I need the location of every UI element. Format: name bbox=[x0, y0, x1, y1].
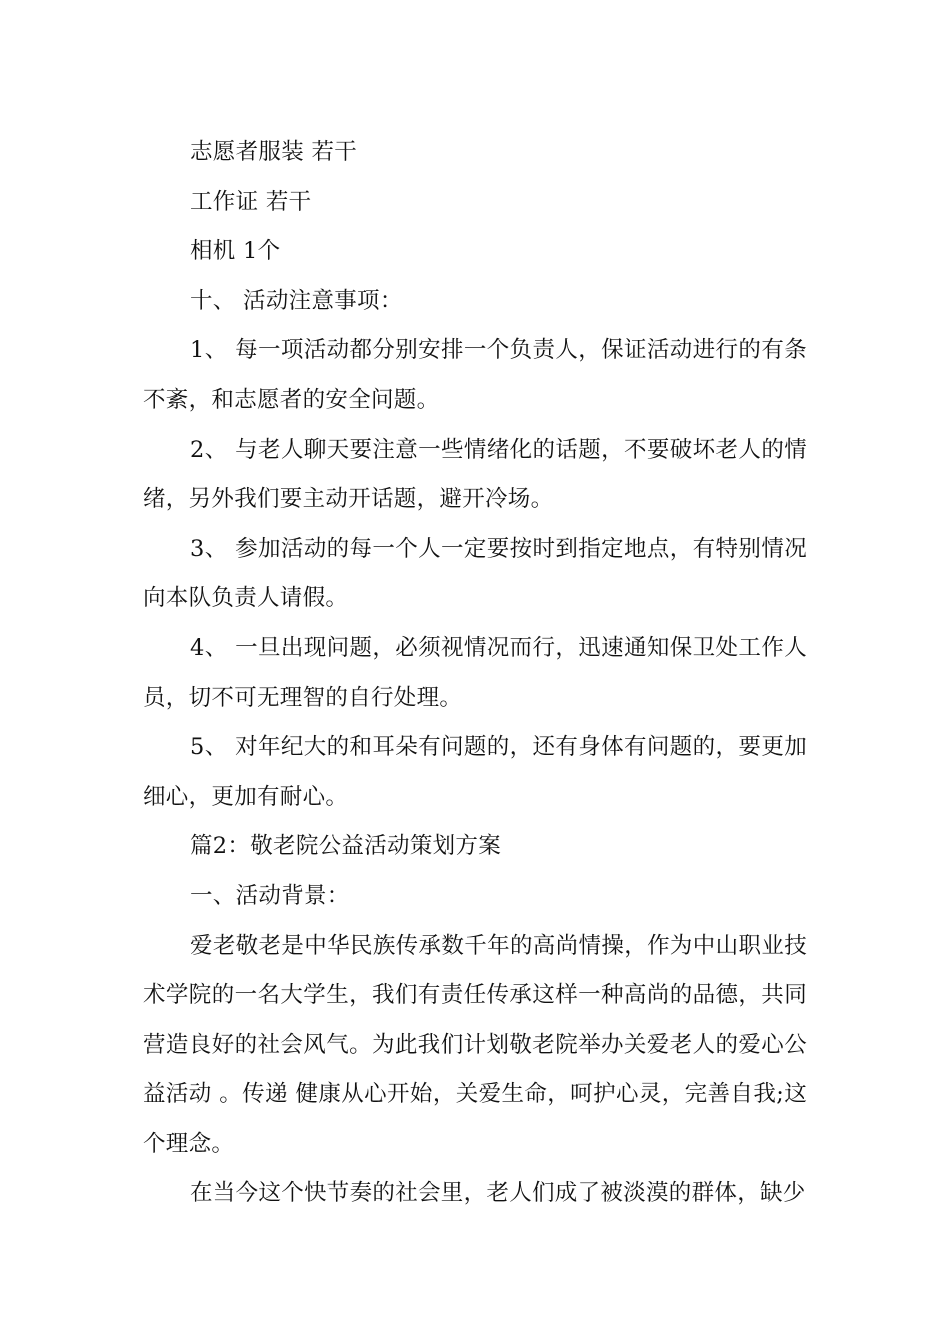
paragraph-supplies-camera: 相机 1个 bbox=[190, 238, 281, 265]
paragraph-note-1: 1、 每一项活动都分别安排一个负责人，保证活动进行的有条不紊，和志愿者的安全问题。 bbox=[143, 337, 807, 413]
paragraph-note-5: 5、 对年纪大的和耳朵有问题的，还有身体有问题的，要更加细心，更加有耐心。 bbox=[143, 734, 807, 810]
paragraph-supplies-uniform: 志愿者服装 若干 bbox=[190, 139, 358, 165]
section-heading-notes: 十、 活动注意事项： bbox=[190, 287, 403, 314]
paragraph-background-1: 爱老敬老是中华民族传承数千年的高尚情操，作为中山职业技术学院的一名大学生，我们有责任传承这样一种高尚的品德，共同营造良好的社会风气。为此我们计划敬老院举办关爱老人的爱心公益活动 。传递 健康从心开始，关爱生命，呵护心灵，完善自我;这个理念。 bbox=[143, 932, 807, 1157]
paragraph-note-2: 2、 与老人聊天要注意一些情绪化的话题，不要破坏老人的情绪，另外我们要主动开话题，避开冷场。 bbox=[143, 436, 807, 513]
paragraph-background-2: 在当今这个快节奏的社会里，老人们成了被淡漠的群体，缺少 bbox=[190, 1180, 806, 1207]
paragraph-supplies-badge: 工作证 若干 bbox=[190, 188, 312, 215]
document-body bbox=[143, 128, 807, 1219]
section-heading-background: 一、活动背景： bbox=[190, 882, 350, 909]
paragraph-note-4: 4、 一旦出现问题，必须视情况而行，迅速通知保卫处工作人员，切不可无理智的自行处理。 bbox=[143, 634, 807, 711]
article-title: 篇2：敬老院公益活动策划方案 bbox=[190, 833, 502, 860]
paragraph-note-3: 3、 参加活动的每一个人一定要按时到指定地点，有特别情况向本队负责人请假。 bbox=[143, 535, 807, 612]
